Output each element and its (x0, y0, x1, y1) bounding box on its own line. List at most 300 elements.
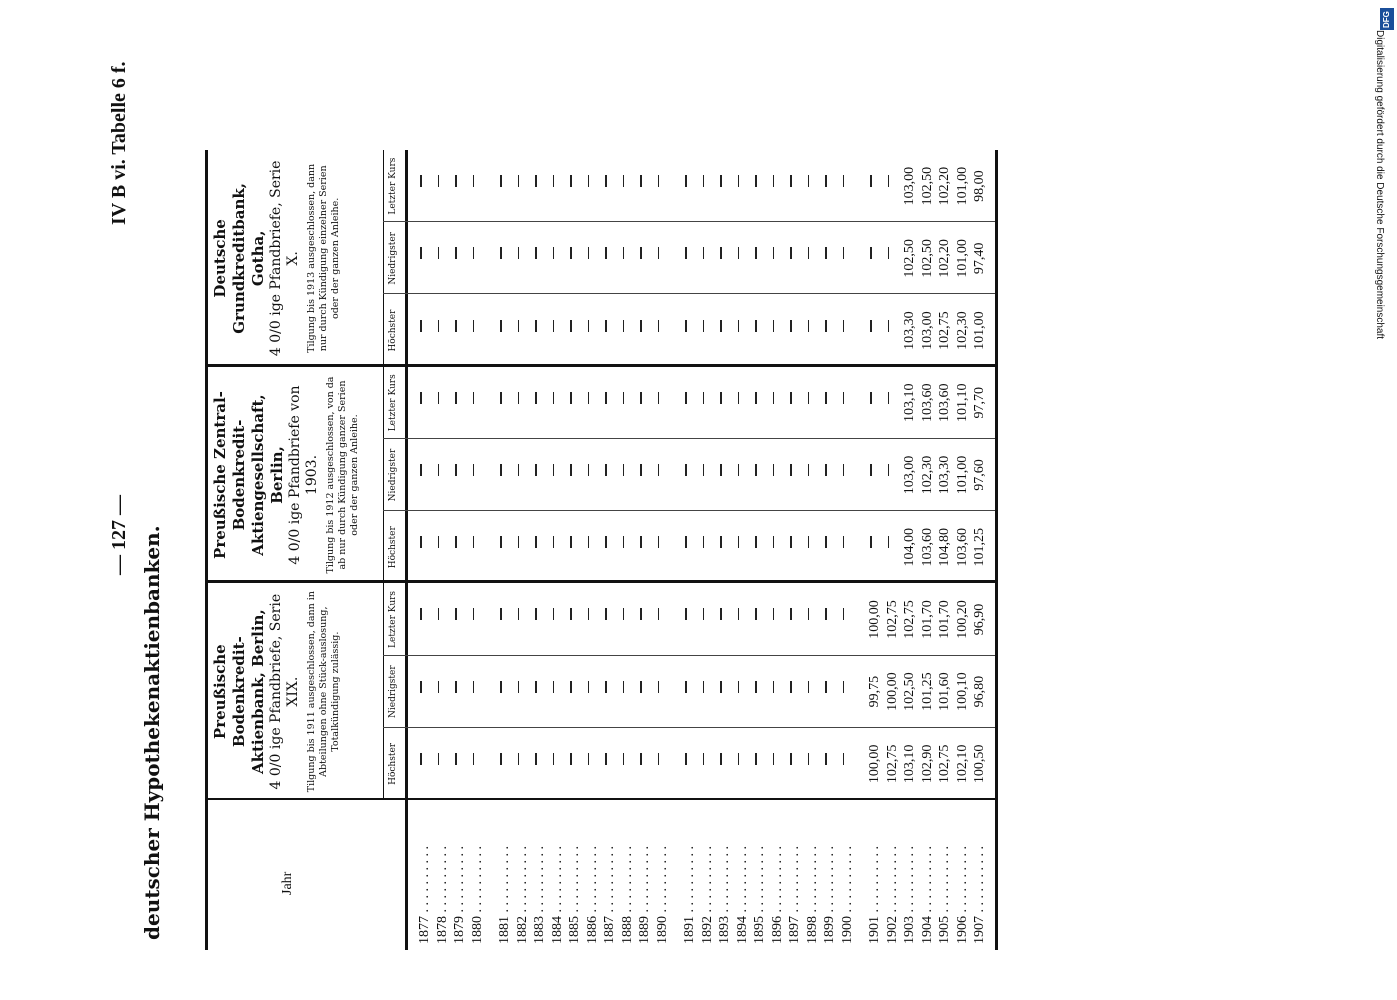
empty-dash (500, 464, 502, 476)
empty-dash (623, 753, 625, 765)
price-value: 101,00 (954, 455, 970, 495)
empty-dash (518, 247, 520, 259)
empty-dash (438, 681, 440, 693)
empty-dash (588, 392, 590, 404)
price-value: 102,75 (884, 744, 900, 784)
year-cell: 1883 . . . . . . . . . . (532, 846, 547, 944)
empty-dash (658, 392, 660, 404)
empty-dash (720, 681, 722, 693)
column-header: Niedrigster (388, 448, 398, 502)
empty-dash (773, 392, 775, 404)
empty-dash (843, 536, 845, 548)
empty-dash (518, 681, 520, 693)
empty-dash (438, 247, 440, 259)
price-value: 100,00 (867, 744, 882, 784)
year-cell: 1885 . . . . . . . . . . (567, 846, 582, 944)
price-value: 100,00 (884, 672, 900, 711)
price-value: 102,50 (919, 239, 935, 278)
empty-dash (623, 320, 625, 332)
empty-dash (535, 175, 537, 187)
price-value: 102,30 (919, 455, 935, 495)
subcolumn-rule (383, 510, 995, 511)
price-value: 102,75 (937, 744, 952, 784)
empty-dash (518, 320, 520, 332)
empty-dash (738, 464, 740, 476)
price-value: 102,20 (937, 166, 952, 206)
empty-dash (500, 536, 502, 548)
empty-dash (588, 247, 590, 259)
price-value: 102,75 (884, 600, 900, 639)
bank-name: Preußische Zentral-Bodenkredit-Aktiengesellschaft, Berlin, (211, 391, 286, 559)
price-value: 103,60 (919, 383, 935, 423)
year-cell: 1898 . . . . . . . . . . (804, 846, 820, 944)
empty-dash (685, 320, 687, 332)
empty-dash (870, 536, 872, 548)
empty-dash (790, 536, 792, 548)
price-value: 96,80 (972, 675, 987, 708)
empty-dash (473, 536, 475, 548)
empty-dash (518, 392, 520, 404)
bank-divider-rule (205, 364, 995, 367)
empty-dash (738, 175, 740, 187)
empty-dash (438, 464, 440, 476)
empty-dash (570, 247, 572, 259)
empty-dash (640, 536, 642, 548)
empty-dash (755, 753, 757, 765)
empty-dash (455, 681, 457, 693)
empty-dash (843, 464, 845, 476)
empty-dash (623, 175, 625, 187)
empty-dash (658, 247, 660, 259)
empty-dash (790, 247, 792, 259)
year-cell: 1904 . . . . . . . . . . (919, 846, 935, 944)
empty-dash (843, 753, 845, 765)
empty-dash (420, 536, 422, 548)
empty-dash (790, 608, 792, 620)
empty-dash (685, 175, 687, 187)
empty-dash (500, 392, 502, 404)
empty-dash (825, 320, 827, 332)
column-header: Höchster (388, 526, 398, 569)
empty-dash (755, 464, 757, 476)
empty-dash (843, 320, 845, 332)
redemption-note: Tilgung bis 1911 ausgeschlossen, dann in Abteilungen ohne Stück-auslosung, Totalkündigung zulässig. (306, 591, 341, 793)
empty-dash (640, 175, 642, 187)
empty-dash (640, 247, 642, 259)
empty-dash (500, 681, 502, 693)
empty-dash (738, 753, 740, 765)
price-value: 100,10 (954, 672, 970, 711)
empty-dash (790, 681, 792, 693)
empty-dash (605, 247, 607, 259)
empty-dash (703, 681, 705, 693)
empty-dash (535, 753, 537, 765)
empty-dash (703, 320, 705, 332)
empty-dash (535, 247, 537, 259)
empty-dash (825, 464, 827, 476)
empty-dash (438, 536, 440, 548)
empty-dash (605, 536, 607, 548)
empty-dash (888, 320, 890, 332)
empty-dash (843, 175, 845, 187)
empty-dash (738, 392, 740, 404)
empty-dash (738, 681, 740, 693)
empty-dash (870, 464, 872, 476)
price-value: 96,90 (972, 603, 987, 636)
empty-dash (605, 464, 607, 476)
empty-dash (473, 464, 475, 476)
empty-dash (623, 536, 625, 548)
empty-dash (455, 608, 457, 620)
page-title: deutscher Hypothekenaktienbanken. (140, 525, 164, 940)
subheader-rule (383, 367, 384, 584)
empty-dash (455, 536, 457, 548)
empty-dash (720, 608, 722, 620)
empty-dash (570, 608, 572, 620)
empty-dash (720, 753, 722, 765)
page-number: — 127 — (108, 495, 130, 575)
price-value: 100,00 (867, 600, 882, 639)
empty-dash (773, 536, 775, 548)
year-cell: 1880 . . . . . . . . . . (469, 846, 485, 944)
empty-dash (790, 753, 792, 765)
empty-dash (518, 175, 520, 187)
empty-dash (640, 320, 642, 332)
empty-dash (720, 536, 722, 548)
year-cell: 1887 . . . . . . . . . . (602, 846, 617, 944)
empty-dash (605, 320, 607, 332)
price-value: 101,25 (972, 527, 987, 567)
empty-dash (825, 608, 827, 620)
price-value: 100,20 (954, 600, 970, 639)
empty-dash (685, 753, 687, 765)
empty-dash (570, 320, 572, 332)
empty-dash (755, 247, 757, 259)
empty-dash (870, 320, 872, 332)
year-cell: 1894 . . . . . . . . . . (734, 846, 750, 944)
empty-dash (685, 608, 687, 620)
price-value: 102,30 (954, 311, 970, 350)
year-cell: 1881 . . . . . . . . . . (497, 846, 512, 944)
empty-dash (720, 392, 722, 404)
empty-dash (500, 247, 502, 259)
empty-dash (703, 175, 705, 187)
price-value: 101,25 (919, 672, 935, 711)
price-value: 102,50 (919, 166, 935, 206)
empty-dash (420, 681, 422, 693)
empty-dash (455, 175, 457, 187)
empty-dash (570, 681, 572, 693)
subcolumn-rule (383, 293, 995, 294)
empty-dash (500, 320, 502, 332)
empty-dash (685, 247, 687, 259)
column-header: Letzter Kurs (388, 157, 398, 215)
price-value: 103,60 (919, 527, 935, 567)
empty-dash (825, 753, 827, 765)
bond-series: 4 0/0 ige Pfandbriefe, Serie XIX. (268, 593, 301, 790)
empty-dash (535, 464, 537, 476)
year-cell: 1897 . . . . . . . . . . (787, 846, 802, 944)
empty-dash (623, 464, 625, 476)
year-cell: 1896 . . . . . . . . . . (769, 846, 785, 944)
empty-dash (500, 175, 502, 187)
empty-dash (808, 464, 810, 476)
column-header: Niedrigster (388, 665, 398, 718)
bank-name: Deutsche Grundkreditbank, Gotha, (211, 183, 267, 334)
empty-dash (773, 175, 775, 187)
empty-dash (755, 681, 757, 693)
column-header: Letzter Kurs (388, 374, 398, 432)
empty-dash (455, 247, 457, 259)
year-cell: 1900 . . . . . . . . . . (839, 846, 855, 944)
empty-dash (808, 681, 810, 693)
empty-dash (553, 320, 555, 332)
empty-dash (640, 392, 642, 404)
price-value: 101,60 (937, 672, 952, 711)
empty-dash (553, 753, 555, 765)
empty-dash (720, 320, 722, 332)
empty-dash (825, 247, 827, 259)
table-bottom-rule (995, 150, 998, 950)
bond-series: 4 0/0 ige Pfandbriefe von 1903. (287, 385, 320, 565)
empty-dash (605, 175, 607, 187)
price-value: 103,10 (902, 744, 917, 784)
price-value: 100,50 (972, 744, 987, 784)
price-value: 103,30 (902, 311, 917, 350)
price-value: 97,60 (972, 459, 987, 491)
price-value: 103,00 (902, 455, 917, 495)
empty-dash (825, 392, 827, 404)
bank-name: Preußische Bodenkredit-Aktienbank, Berlin, (211, 609, 267, 775)
empty-dash (518, 753, 520, 765)
empty-dash (473, 392, 475, 404)
year-cell: 1879 . . . . . . . . . . (452, 846, 467, 944)
price-value: 99,75 (867, 675, 882, 708)
empty-dash (790, 392, 792, 404)
empty-dash (553, 175, 555, 187)
price-value: 97,70 (972, 387, 987, 419)
price-value: 102,90 (919, 744, 935, 784)
empty-dash (773, 320, 775, 332)
empty-dash (588, 175, 590, 187)
year-cell: 1884 . . . . . . . . . . (549, 846, 565, 944)
empty-dash (790, 464, 792, 476)
year-cell: 1889 . . . . . . . . . . (637, 846, 652, 944)
empty-dash (738, 608, 740, 620)
empty-dash (685, 464, 687, 476)
header-rule (405, 150, 408, 950)
digitization-credit: Digitalisierung gefördert durch die Deutsche Forschungsgemeinschaft (1374, 30, 1385, 340)
empty-dash (790, 175, 792, 187)
price-value: 101,00 (954, 166, 970, 206)
empty-dash (755, 608, 757, 620)
subheader-rule (383, 583, 384, 800)
empty-dash (755, 392, 757, 404)
year-cell: 1901 . . . . . . . . . . (867, 846, 882, 944)
empty-dash (773, 608, 775, 620)
empty-dash (843, 608, 845, 620)
empty-dash (570, 175, 572, 187)
empty-dash (685, 681, 687, 693)
empty-dash (703, 464, 705, 476)
empty-dash (553, 608, 555, 620)
empty-dash (870, 175, 872, 187)
year-cell: 1890 . . . . . . . . . . (654, 846, 670, 944)
empty-dash (553, 247, 555, 259)
year-cell: 1905 . . . . . . . . . . (937, 846, 952, 944)
column-header: Niedrigster (388, 232, 398, 285)
empty-dash (473, 681, 475, 693)
empty-dash (640, 681, 642, 693)
bank-divider-rule (205, 580, 995, 583)
subcolumn-rule (383, 727, 995, 728)
empty-dash (455, 464, 457, 476)
dfg-logo-text: DFG (1382, 11, 1391, 28)
table-body (115, 130, 1215, 950)
price-value: 103,60 (937, 383, 952, 423)
subheader-rule (383, 150, 384, 367)
table-top-rule (205, 150, 208, 950)
empty-dash (588, 608, 590, 620)
empty-dash (473, 175, 475, 187)
empty-dash (455, 392, 457, 404)
empty-dash (473, 247, 475, 259)
empty-dash (570, 536, 572, 548)
empty-dash (623, 681, 625, 693)
price-value: 97,40 (972, 242, 987, 275)
price-value: 103,10 (902, 383, 917, 423)
price-value: 102,75 (937, 311, 952, 350)
year-cell: 1891 . . . . . . . . . . (682, 846, 697, 944)
table-reference: IV B vi. Tabelle 6 f. (108, 61, 130, 225)
year-cell: 1899 . . . . . . . . . . (822, 846, 837, 944)
empty-dash (703, 753, 705, 765)
empty-dash (420, 247, 422, 259)
empty-dash (843, 247, 845, 259)
empty-dash (825, 536, 827, 548)
empty-dash (658, 753, 660, 765)
empty-dash (640, 464, 642, 476)
empty-dash (738, 536, 740, 548)
price-value: 102,10 (954, 744, 970, 784)
empty-dash (535, 681, 537, 693)
empty-dash (588, 464, 590, 476)
price-value: 104,80 (937, 527, 952, 567)
empty-dash (588, 681, 590, 693)
empty-dash (658, 320, 660, 332)
bond-series: 4 0/0 ige Pfandbriefe, Serie X. (268, 160, 301, 357)
empty-dash (588, 536, 590, 548)
empty-dash (888, 464, 890, 476)
empty-dash (605, 608, 607, 620)
empty-dash (658, 536, 660, 548)
empty-dash (755, 536, 757, 548)
bank-header (211, 373, 361, 578)
empty-dash (825, 681, 827, 693)
empty-dash (808, 392, 810, 404)
empty-dash (640, 608, 642, 620)
price-value: 103,30 (937, 455, 952, 495)
empty-dash (685, 536, 687, 548)
empty-dash (438, 608, 440, 620)
empty-dash (438, 753, 440, 765)
year-column-rule (205, 798, 995, 800)
empty-dash (553, 464, 555, 476)
empty-dash (588, 320, 590, 332)
empty-dash (773, 464, 775, 476)
empty-dash (658, 175, 660, 187)
empty-dash (518, 464, 520, 476)
empty-dash (738, 247, 740, 259)
empty-dash (773, 681, 775, 693)
price-value: 104,00 (902, 527, 917, 567)
empty-dash (703, 247, 705, 259)
empty-dash (720, 247, 722, 259)
empty-dash (658, 681, 660, 693)
empty-dash (825, 175, 827, 187)
price-value: 103,00 (919, 311, 935, 350)
price-value: 102,50 (902, 672, 917, 711)
year-cell: 1903 . . . . . . . . . . (902, 846, 917, 944)
price-value: 101,70 (919, 600, 935, 639)
empty-dash (518, 608, 520, 620)
empty-dash (455, 320, 457, 332)
empty-dash (553, 536, 555, 548)
empty-dash (438, 392, 440, 404)
empty-dash (808, 608, 810, 620)
empty-dash (570, 392, 572, 404)
column-header: Höchster (388, 309, 398, 352)
subcolumn-rule (383, 438, 995, 439)
empty-dash (420, 320, 422, 332)
price-value: 101,00 (972, 311, 987, 350)
empty-dash (420, 753, 422, 765)
redemption-note: Tilgung bis 1913 ausgeschlossen, dann nur durch Kündigung einzelner Serien oder der ganzen Anleihe. (306, 163, 341, 353)
empty-dash (420, 392, 422, 404)
empty-dash (808, 536, 810, 548)
empty-dash (773, 753, 775, 765)
empty-dash (605, 392, 607, 404)
empty-dash (500, 608, 502, 620)
year-cell: 1892 . . . . . . . . . . (699, 846, 715, 944)
empty-dash (455, 753, 457, 765)
empty-dash (870, 247, 872, 259)
empty-dash (420, 175, 422, 187)
empty-dash (623, 608, 625, 620)
empty-dash (535, 536, 537, 548)
price-value: 103,60 (954, 527, 970, 567)
empty-dash (535, 608, 537, 620)
empty-dash (870, 392, 872, 404)
empty-dash (623, 247, 625, 259)
empty-dash (500, 753, 502, 765)
empty-dash (703, 608, 705, 620)
year-column-label: Jahr (280, 871, 295, 895)
empty-dash (773, 247, 775, 259)
empty-dash (640, 753, 642, 765)
year-cell: 1895 . . . . . . . . . . (752, 846, 767, 944)
empty-dash (790, 320, 792, 332)
empty-dash (553, 681, 555, 693)
empty-dash (888, 175, 890, 187)
empty-dash (703, 536, 705, 548)
empty-dash (570, 464, 572, 476)
year-cell: 1888 . . . . . . . . . . (619, 846, 635, 944)
empty-dash (605, 753, 607, 765)
price-value: 98,00 (972, 170, 987, 202)
empty-dash (755, 175, 757, 187)
empty-dash (535, 392, 537, 404)
